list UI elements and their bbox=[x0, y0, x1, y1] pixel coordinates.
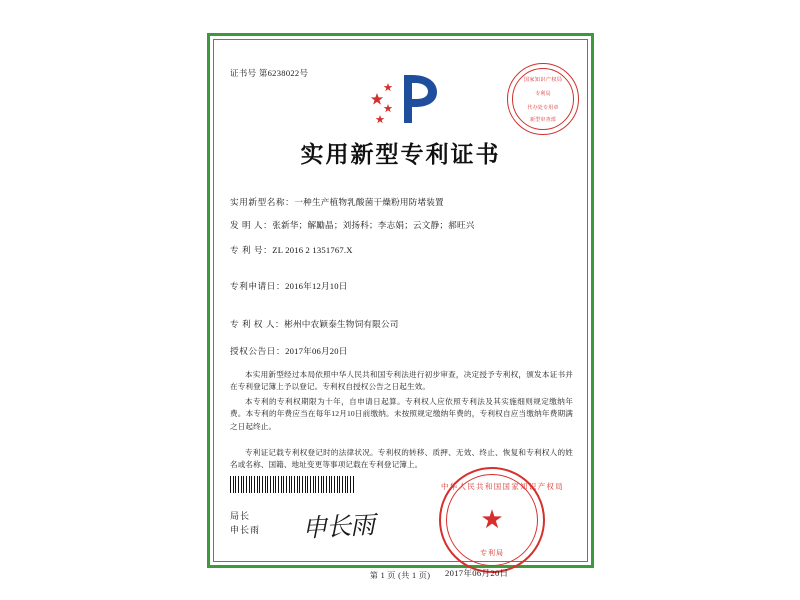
field-inventor-label: 发 明 人： bbox=[230, 220, 273, 230]
certificate-number: 证书号 第6238022号 bbox=[230, 68, 309, 78]
seal-bottom-arc-top: 中华人民共和国国家知识产权局 bbox=[441, 482, 565, 491]
page-footer: 第 1 页 (共 1 页) bbox=[369, 571, 431, 580]
field-patentee bbox=[230, 318, 399, 330]
seal-top-line-3: 代办处专用章 bbox=[527, 106, 559, 111]
paragraph-1: 本实用新型经过本局依照中华人民共和国专利法进行初步审查，决定授予专利权，颁发本证书并在专利登记簿上予以登记。专利权自授权公告之日起生效。 bbox=[230, 370, 573, 392]
seal-top-line-2: 专利局 bbox=[535, 92, 551, 97]
field-grant-date bbox=[230, 345, 348, 357]
agency-seal-stamp bbox=[507, 63, 579, 135]
paragraph-3: 专利证记载专利权登记时的法律状况。专利权的转移、质押、无效、终止、恢复和专利权人的姓名或名称、国籍、地址变更等事项记载在专利登记簿上。 bbox=[230, 448, 573, 470]
field-invention-name bbox=[230, 196, 444, 208]
director-signature: 申长雨 bbox=[301, 512, 375, 543]
paragraph-2: 本专利的专利权期限为十年，自申请日起算。专利权人应依照专利法及其实施细则规定缴纳年费。本专利的年费应当在每年12月10日前缴纳。未按照规定缴纳年费的，专利权自应当缴纳年费期满之日起终止。 bbox=[230, 397, 573, 431]
star-icon: ★ bbox=[480, 505, 504, 534]
seal-top-line-1: 国家知识产权局 bbox=[523, 77, 563, 83]
field-invention-name-label: 实用新型名称： bbox=[230, 197, 295, 207]
seal-date: 2017年06月20日 bbox=[445, 568, 509, 578]
seal-top-line-4: 新型审查部 bbox=[529, 118, 556, 123]
cnipa-logo-icon bbox=[367, 73, 439, 125]
director-title-label: 局长 bbox=[230, 511, 251, 521]
seal-bottom-arc-bottom: 专利局 bbox=[480, 549, 504, 557]
field-application-date bbox=[230, 280, 348, 292]
director-block bbox=[230, 509, 260, 537]
director-name-label: 申长雨 bbox=[230, 525, 261, 535]
field-application-date-value: 2016年12月10日 bbox=[285, 281, 348, 291]
field-application-date-label: 专利申请日： bbox=[230, 281, 286, 291]
document-title: 实用新型专利证书 bbox=[300, 142, 501, 167]
field-patentee-value: 彬州中农颖泰生物饲有限公司 bbox=[284, 319, 399, 329]
official-seal-stamp bbox=[439, 467, 565, 573]
field-invention-name-value: 一种生产植物乳酸菌干燥粉用防堵装置 bbox=[294, 197, 444, 207]
field-grant-date-value: 2017年06月20日 bbox=[285, 346, 348, 356]
field-patent-number-label: 专 利 号： bbox=[230, 245, 273, 255]
field-patent-number bbox=[230, 244, 353, 256]
field-patent-number-value: ZL 2016 2 1351767.X bbox=[272, 245, 353, 255]
field-inventor bbox=[230, 219, 475, 231]
field-inventor-value: 张新华；解勵晶；刘扬科；李志娟；云文静；郝旺兴 bbox=[272, 220, 475, 230]
field-patentee-label: 专 利 权 人： bbox=[230, 319, 285, 329]
field-grant-date-label: 授权公告日： bbox=[230, 346, 286, 356]
barcode bbox=[230, 476, 355, 493]
